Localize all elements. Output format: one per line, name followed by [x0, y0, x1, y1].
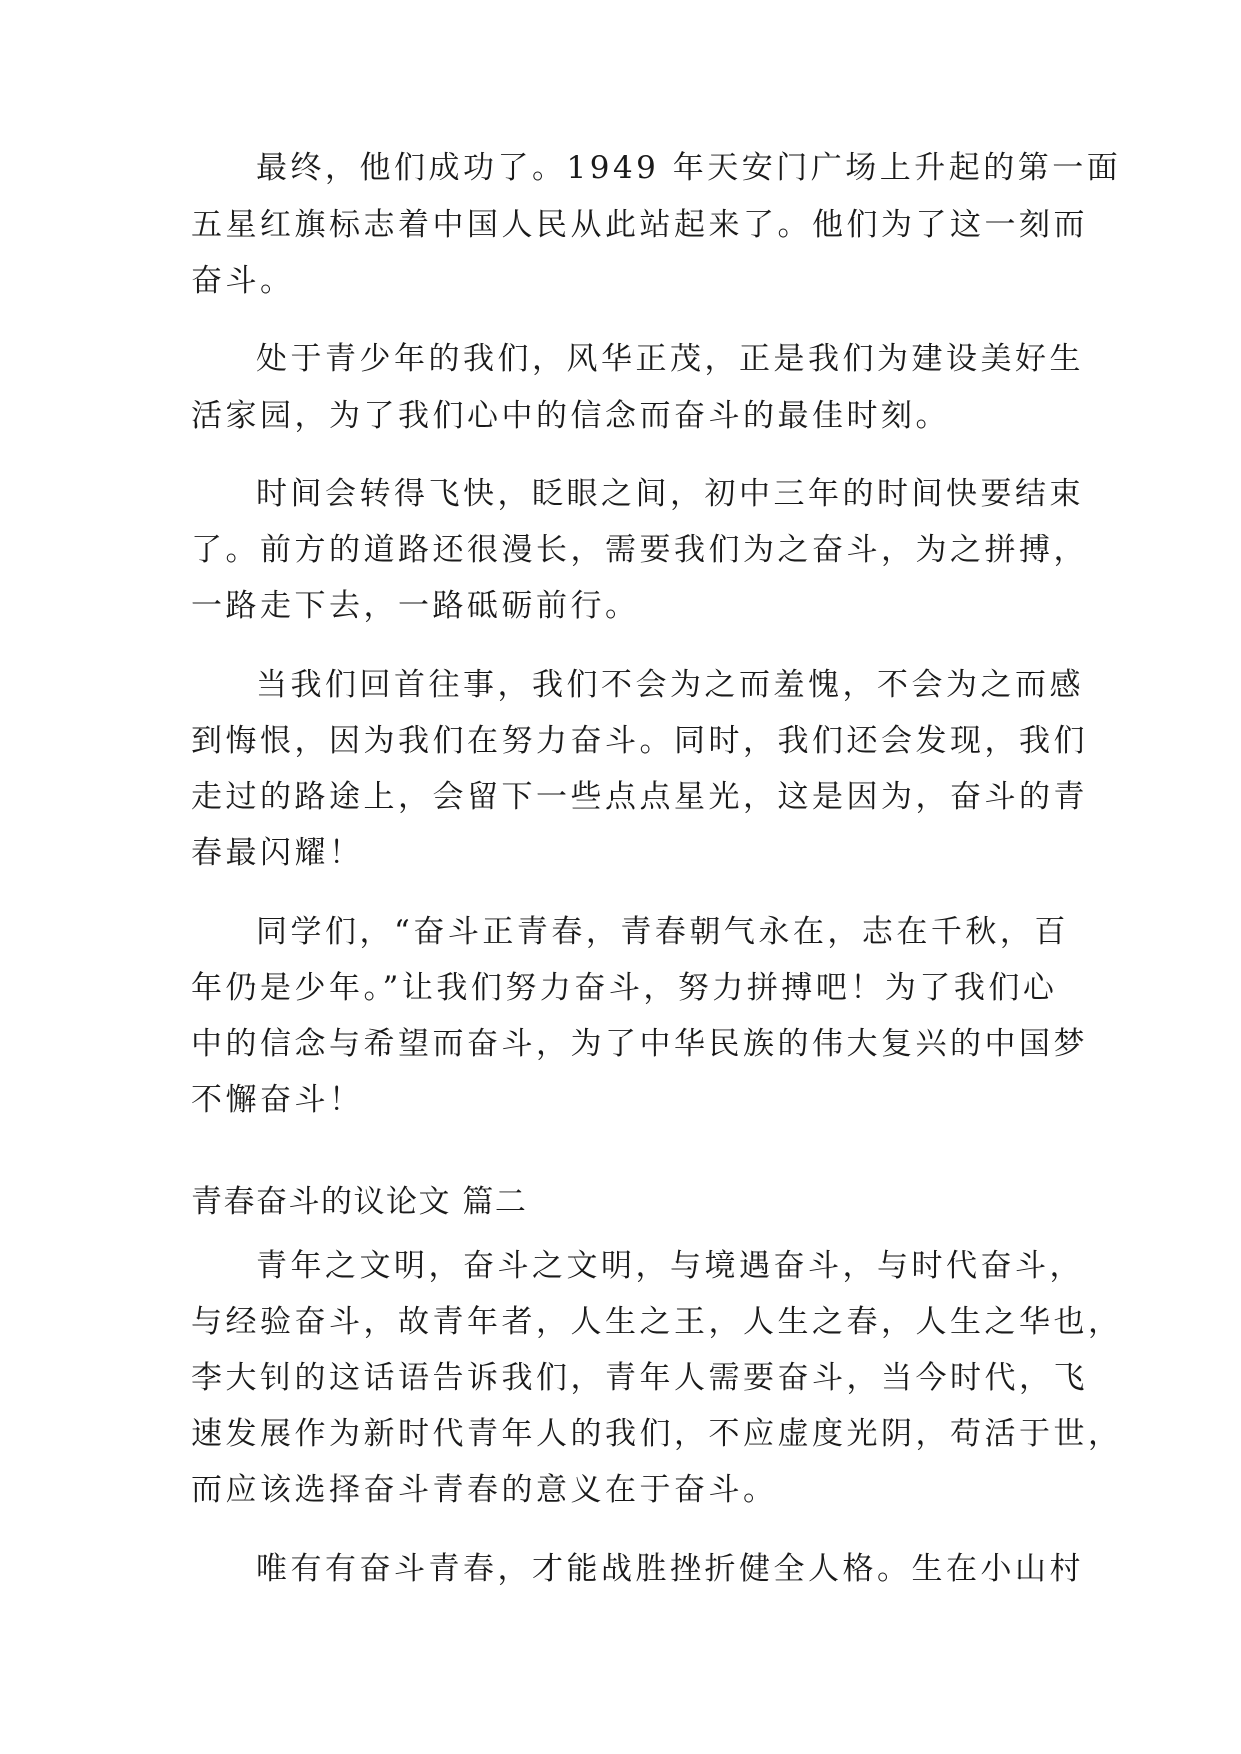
paragraph-3-line-2: 了。前方的道路还很漫长，需要我们为之奋斗，为之拼搏，	[191, 532, 1088, 568]
paragraph-1-line-1: 最终，他们成功了。1949 年天安门广场上升起的第一面	[256, 150, 1122, 186]
paragraph-4-line-3: 走过的路途上，会留下一些点点星光，这是因为，奋斗的青	[191, 779, 1088, 815]
paragraph-2-line-2: 活家园，为了我们心中的信念而奋斗的最佳时刻。	[191, 398, 950, 434]
paragraph-1-line-2: 五星红旗标志着中国人民从此站起来了。他们为了这一刻而	[191, 207, 1088, 243]
section-2-paragraph-1-line-3: 李大钊的这话语告诉我们，青年人需要奋斗，当今时代，飞	[191, 1360, 1088, 1396]
paragraph-5-line-2: 年仍是少年。”让我们努力奋斗，努力拼搏吧！为了我们心	[191, 970, 1058, 1006]
section-2-paragraph-1-line-4: 速发展作为新时代青年人的我们，不应虚度光阴，苟活于世，	[191, 1416, 1123, 1452]
paragraph-5-line-3: 中的信念与希望而奋斗，为了中华民族的伟大复兴的中国梦	[191, 1026, 1088, 1062]
paragraph-3-line-3: 一路走下去，一路砥砺前行。	[191, 588, 640, 624]
paragraph-2-line-1: 处于青少年的我们，风华正茂，正是我们为建设美好生	[256, 341, 1084, 377]
paragraph-3-line-1: 时间会转得飞快，眨眼之间，初中三年的时间快要结束	[256, 476, 1084, 512]
paragraph-1-line-3: 奋斗。	[191, 263, 295, 299]
paragraph-4-line-2: 到悔恨，因为我们在努力奋斗。同时，我们还会发现，我们	[191, 723, 1088, 759]
section-heading: 青春奋斗的议论文 篇二	[191, 1184, 528, 1220]
section-2-paragraph-1-line-1: 青年之文明，奋斗之文明，与境遇奋斗，与时代奋斗，	[256, 1248, 1084, 1284]
paragraph-5-line-4: 不懈奋斗！	[191, 1082, 364, 1118]
section-2-paragraph-2-line-1: 唯有有奋斗青春，才能战胜挫折健全人格。生在小山村	[256, 1551, 1084, 1587]
section-2-paragraph-1-line-2: 与经验奋斗，故青年者，人生之王，人生之春，人生之华也，	[191, 1304, 1123, 1340]
paragraph-4-line-4: 春最闪耀！	[191, 835, 364, 871]
paragraph-5-line-1: 同学们，“奋斗正青春，青春朝气永在，志在千秋，百	[256, 914, 1069, 950]
paragraph-4-line-1: 当我们回首往事，我们不会为之而羞愧，不会为之而感	[256, 667, 1084, 703]
section-2-paragraph-1-line-5: 而应该选择奋斗青春的意义在于奋斗。	[191, 1472, 778, 1508]
